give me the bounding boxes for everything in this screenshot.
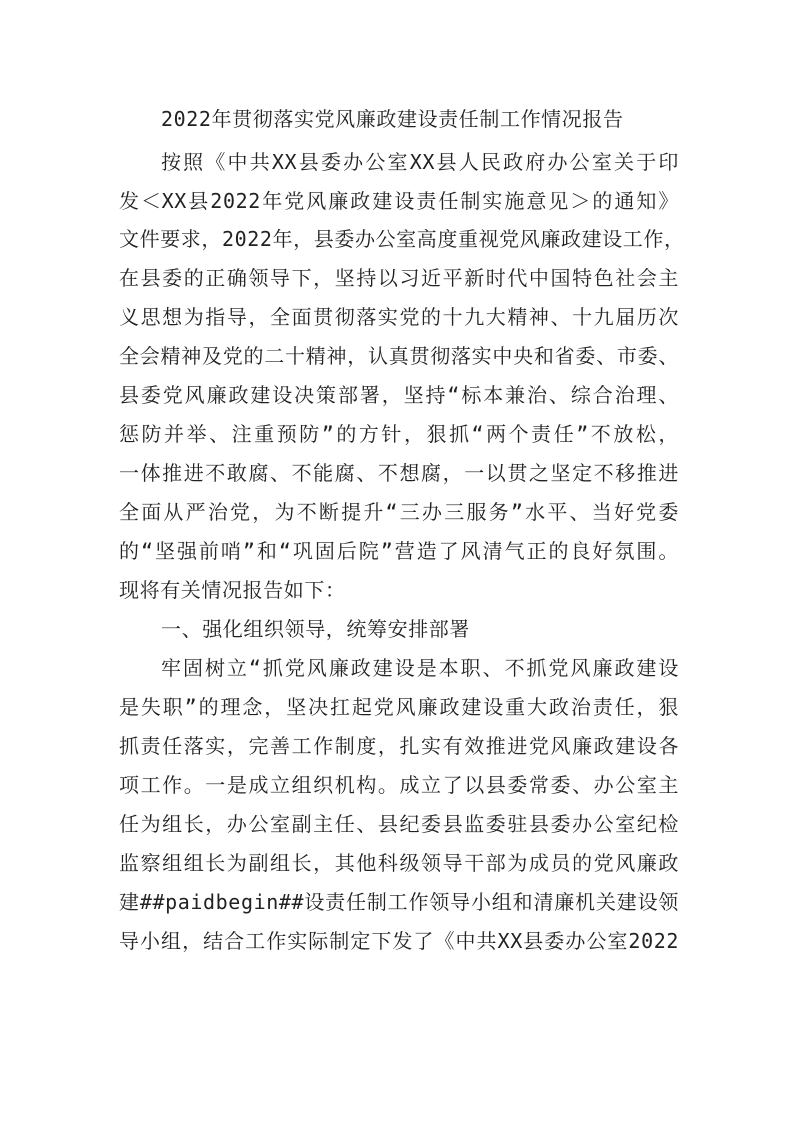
paragraph-line: 任为组长，办公室副主任、县纪委县监委驻县委办公室纪检	[119, 812, 679, 836]
paragraph-line: 在县委的正确领导下，坚持以习近平新时代中国特色社会主	[119, 266, 679, 290]
paragraph-line: 全面从严治党，为不断提升“三办三服务”水平、当好党委	[119, 500, 679, 524]
paragraph-line: 监察组组长为副组长，其他科级领导干部为成员的党风廉政	[119, 851, 679, 875]
paragraph-line: 按照《中共XX县委办公室XX县人民政府办公室关于印	[161, 150, 679, 174]
paragraph-line: 全会精神及党的二十精神，认真贯彻落实中央和省委、市委、	[119, 344, 679, 368]
paragraph-line: 牢固树立“抓党风廉政建设是本职、不抓党风廉政建设	[161, 656, 679, 680]
paragraph-line: 义思想为指导，全面贯彻落实党的十九大精神、十九届历次	[119, 305, 679, 329]
paragraph-line: 项工作。一是成立组织机构。成立了以县委常委、办公室主	[119, 773, 679, 797]
paragraph-line: 惩防并举、注重预防”的方针，狠抓“两个责任”不放松，	[119, 422, 679, 446]
paragraph-line: 抓责任落实，完善工作制度，扎实有效推进党风廉政建设各	[119, 734, 679, 758]
document-title: 2022年贯彻落实党风廉政建设责任制工作情况报告	[161, 107, 624, 131]
paragraph-line: 是失职”的理念，坚决扛起党风廉政建设重大政治责任，狠	[119, 695, 679, 719]
paragraph-line: 建##paidbegin##设责任制工作领导小组和清廉机关建设领	[119, 890, 679, 914]
paragraph-line: 的“坚强前哨”和“巩固后院”营造了风清气正的良好氛围。	[119, 539, 679, 563]
paragraph-line: 导小组，结合工作实际制定下发了《中共XX县委办公室2022	[119, 929, 679, 953]
paragraph-line: 县委党风廉政建设决策部署，坚持“标本兼治、综合治理、	[119, 383, 679, 407]
section-heading: 一、强化组织领导，统筹安排部署	[161, 617, 470, 641]
paragraph-line: 文件要求，2022年，县委办公室高度重视党风廉政建设工作，	[119, 227, 685, 251]
paragraph-line: 现将有关情况报告如下：	[119, 578, 346, 602]
paragraph-line: 一体推进不敢腐、不能腐、不想腐，一以贯之坚定不移推进	[119, 461, 679, 485]
paragraph-line: 发＜XX县2022年党风廉政建设责任制实施意见＞的通知》	[119, 189, 679, 213]
